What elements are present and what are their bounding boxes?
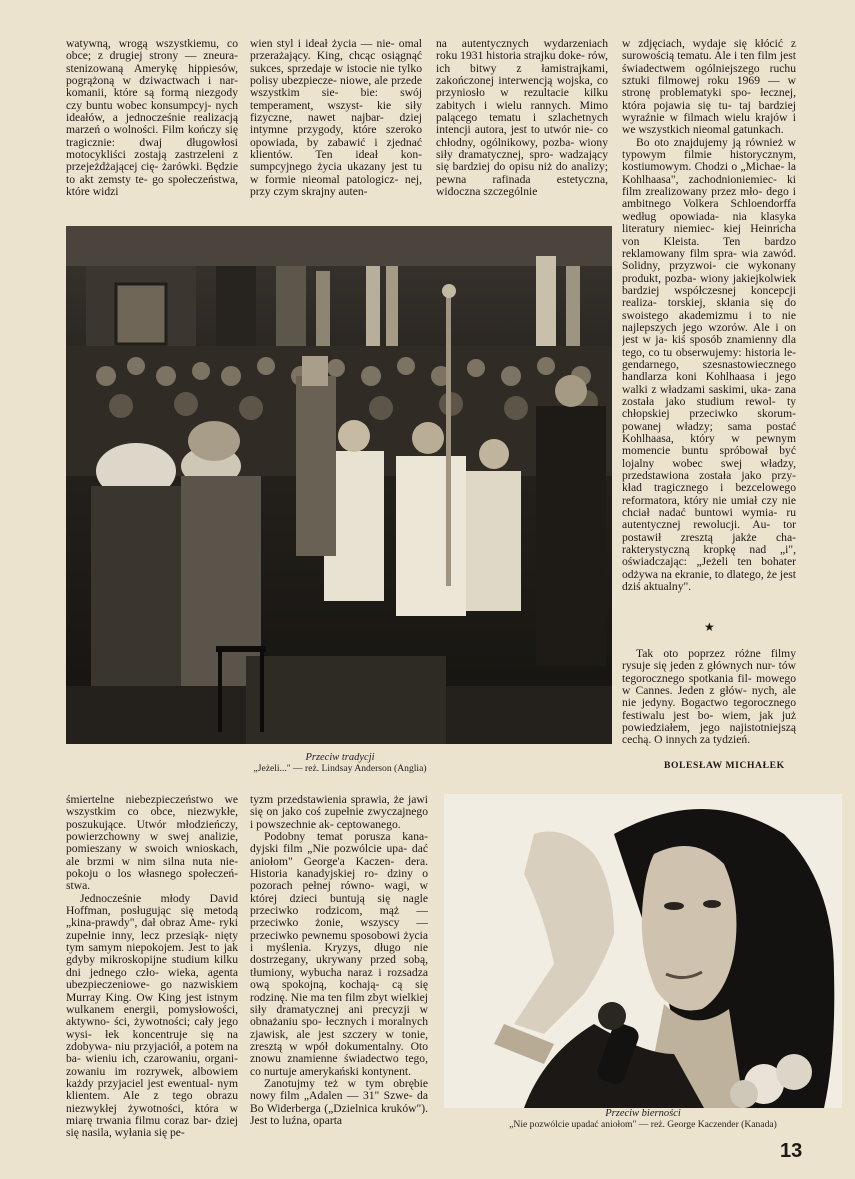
photo-procession-image (66, 226, 612, 744)
text-column-2 (250, 38, 422, 198)
paragraph: Podobny temat porusza kana- dyjski film „Nie pozwólcie upa- dać aniołom" George'a Kaczen- dera. Historia kanadyjskiej ro- dziny o pozorach pełnej równo- wagi, w której dzieci buntują się nagle przeciwko rodzicom, mąż — przeciwko żonie, wszyscy — przeciwko pewnemu sposobowi życia i myślenia. Kryzys, długo nie dostrzegany, ukrywany przed sobą, tłumiony, wybucha naraz i rozsadza ową spokojną, kochają- cą się rodzinę. Nie ma ten film zbyt wielkiej siły dramatycznej ani precyzji w obnażaniu spo- łecznych i moralnych zjawisk, ale jest szczery w tonie, zresztą w wpół dokumentalny. Oto znowu znamienne świadectwo tego, co nurtuje amerykański kontynent. (250, 830, 428, 1078)
paragraph: śmiertelne niebezpieczeństwo we wszystkim co obce, niezwykłe, poszukujące. Utwór młodzieńczy, powierzchowny w swej analizie, pomieszany w swoich wnioskach, ale brzmi w nim silna nuta nie- pokoju o los własnego społeczeń- stwa. (66, 794, 238, 893)
text-column-3 (436, 38, 608, 198)
caption-credit: „Jeżeli..." — reż. Lindsay Anderson (Anglia) (253, 763, 427, 774)
photo-procession-caption (180, 752, 500, 774)
text-column-right (622, 38, 796, 616)
paragraph: na autentycznych wydarzeniach roku 1931 historia strajku doke- rów, ich bitwy z łamistrajkami, zakończonej interwencją wojska, co przyniosło w rezultacie kilku zabitych i wielu rannych. Mimo palącego tematu i szlachetnych intencji autora, jest to utwór nie- co chłodny, ogólnikowy, pozba- wiony siły dramatycznej, spro- wadzający się bardziej do opisu niż do analizy; pewna rafinada estetyczna, widoczna szczególnie (436, 38, 608, 198)
paragraph: tyzm przedstawienia sprawia, że jawi się on jako coś zupełnie zwyczajnego i powszechnie ak- ceptowanego. (250, 794, 428, 831)
caption-title: Przeciw tradycji (305, 752, 375, 763)
paragraph: watywną, wrogą wszystkiemu, co obce; z drugiej strony — zneura- stenizowaną Amerykę hippiesów, pogrążoną w dziwactwach i nar- komanii, które są formą niezgody czy buntu wobec konsumpcyj- nych ideałów, a jednocześnie realizacją marzeń o wolności. Film kończy się tragicznie: dwaj długowłosi motocykliści zostają zastrzeleni z przejeżdżającej cię- żarówki. Będzie to akt zemsty te- go społeczeństwa, które widzi (66, 38, 238, 198)
page-number: 13 (780, 1140, 803, 1162)
caption-credit: „Nie pozwólcie upadać aniołom" — reż. George Kaczender (Kanada) (509, 1119, 777, 1130)
paragraph: wien styl i ideał życia — nie- omal przerażający. King, chcąc osiągnąć sukces, sprzedaje w istocie nie tylko polisy ubezpiecze- niowe, ale przede wszystkim sie- bie: swój temperament, wszyst- kie siły fizyczne, nawet najbar- dziej intymne przygody, które szeroko opowiada, by zabawić i zjednać klientów. Ten ideał kon- sumpcyjnego życia ukazany jest tu w formie nieomal patologicz- nej, przy czym skrajny auten- (250, 38, 422, 198)
paragraph: Zanotujmy też w tym obrębie nowy film „Adalen — 31" Szwe- da Bo Widerberga („Dzielnica kruków"). Jest to luźna, oparta (250, 1076, 428, 1127)
paragraph: Jednocześnie młody David Hoffman, posługując się metodą „kina-prawdy", dał obraz Ame- ryki zupełnie inny, lecz przesiąk- nięty tym samym niepokojem. Jest to jak gdyby mikroskopijne studium kilku dni jednego czło- wieka, agenta ubezpieczeniowe- go nazwiskiem Murray King. Ow King jest istnym wulkanem energii, pomysłowości, aktywno- ści, żywotności; cały jego wysi- łek koncentruje się na zdobywa- niu przyjaciół, a potem na ba- wieniu ich, czarowaniu, organi- zowaniu im rozrywek, albowiem każdy przyjaciel jest ewentual- nym klientem. Ale z tego obrazu niezwykłej żywotności, która w miarę trwania filmu coraz bar- dziej się nasila, wyłania się pe- (66, 891, 238, 1140)
text-column-1 (66, 38, 238, 198)
author-signature: BOLESŁAW MICHAŁEK (664, 760, 785, 771)
paragraph: Bo oto znajdujemy ją również w typowym filmie historycznym, kostiumowym. Chodzi o „Michae- la Kohlhaasa", zachodnioniemiec- ki film zrealizowany przez mło- dego i ambitnego Volkera Schloendorffa według opowiada- nia klasyka literatury niemiec- kiej Heinricha von Kleista. Ten bardzo reklamowany film spra- wia zawód. Solidny, przyzwoi- cie wykonany produkt, pozba- wiony jakiejkolwiek bardziej współczesnej koncepcji realiza- torskiej, skłania się do swoistego akademizmu i to nie najlepszych jego wzorów. Ale i on jest w ja- kiś sposób znamienny dla tego, co tu obserwujemy: historia le- gendarnego, szesnastowiecznego handlarza koni Kohlhaasa i jego walki z władzami saskimi, uka- zana została jako studium rewol- ty chłopskiej przeciwko skorum- powanej władzy; sama postać Kohlhaasa, który w pewnym momencie buntu spróbował być lojalny wobec swej władzy, przedstawiona została jako przy- kład tragicznego i bezcelowego reformatora, który nie umiał czy nie chciał nadać buntowi wymia- ru autentycznej rewolucji. Au- tor postawił zresztą jakże cha- rakterystyczną kropkę nad „i", oświadczając: „Jeżeli ten bohater odżywa na ekranie, to dlatego, że jest dziś aktualny". (622, 135, 796, 594)
photo-woman-image (444, 794, 842, 1108)
text-column-bottom-1 (66, 794, 238, 1142)
text-column-right-end (622, 648, 796, 752)
caption-title: Przeciw bierności (605, 1108, 681, 1119)
paragraph: Tak oto poprzez różne filmy rysuje się jeden z głównych nur- tów tegorocznego spotkania fil- mowego w Cannes. Jeden z głów- nych, ale nie jedyny. Bogactwo tegorocznego festiwalu jest bo- wiem, jak już powiedziałem, jego najistotniejszą cechą. O innych za tydzień. (622, 648, 796, 747)
text-column-bottom-2 (250, 794, 428, 1142)
photo-woman (444, 794, 842, 1108)
photo-woman-caption (444, 1108, 842, 1130)
section-star: ★ (704, 620, 715, 634)
paragraph: w zdjęciach, wydaje się kłócić z surowością tematu. Ale i ten film jest świadectwem ogólniejszego ruchu sztuki filmowej roku 1969 — w stronę problematyki spo- łecznej, która pojawia się tu- taj bardziej wyraźnie w filmach wielu krajów i we wszystkich nieomal gatunkach. (622, 38, 796, 137)
photo-procession (66, 226, 612, 744)
